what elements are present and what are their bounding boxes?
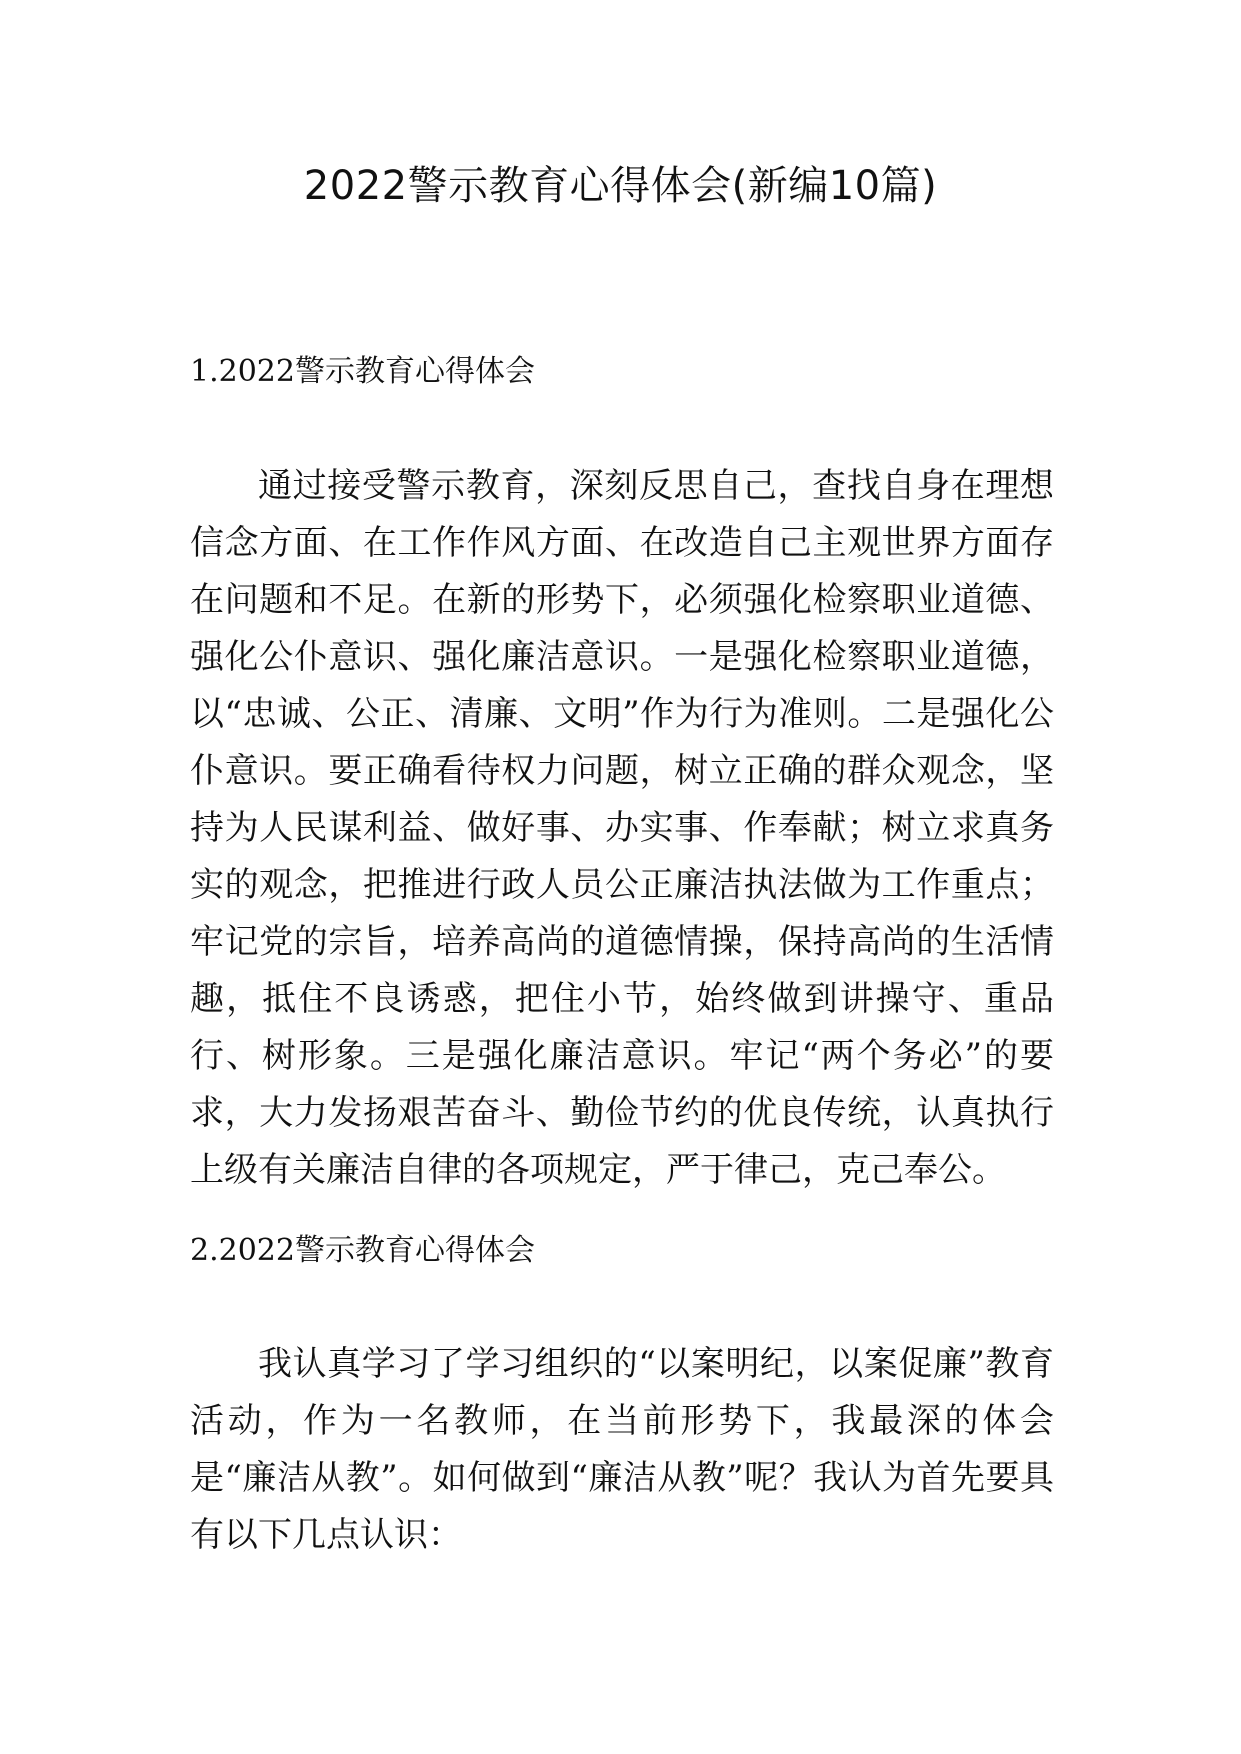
section-2-heading: 2.2022警示教育心得体会 [190,1233,535,1268]
document-title: 2022警示教育心得体会(新编10篇) [303,163,938,209]
section-1-heading: 1.2022警示教育心得体会 [190,354,535,389]
section-2-paragraph: 我认真学习了学习组织的“以案明纪，以案促廉”教育活动，作为一名教师，在当前形势下，我最深的体会是“廉洁从教”。如何做到“廉洁从教”呢？我认为首先要具有以下几点认识： [190,1344,1054,1555]
section-1-paragraph: 通过接受警示教育，深刻反思自己，查找自身在理想信念方面、在工作作风方面、在改造自己主观世界方面存在问题和不足。在新的形势下，必须强化检察职业道德、强化公仆意识、强化廉洁意识。一是强化检察职业道德，以“忠诚、公正、清廉、文明”作为行为准则。二是强化公仆意识。要正确看待权力问题，树立正确的群众观念，坚持为人民谋利益、做好事、办实事、作奉献；树立求真务实的观念，把推进行政人员公正廉洁执法做为工作重点；牢记党的宗旨，培养高尚的道德情操，保持高尚的生活情趣，抵住不良诱惑，把住小节，始终做到讲操守、重品行、树形象。三是强化廉洁意识。牢记“两个务必”的要求，大力发扬艰苦奋斗、勤俭节约的优良传统，认真执行上级有关廉洁自律的各项规定，严于律己，克己奉公。 [190,466,1054,1190]
